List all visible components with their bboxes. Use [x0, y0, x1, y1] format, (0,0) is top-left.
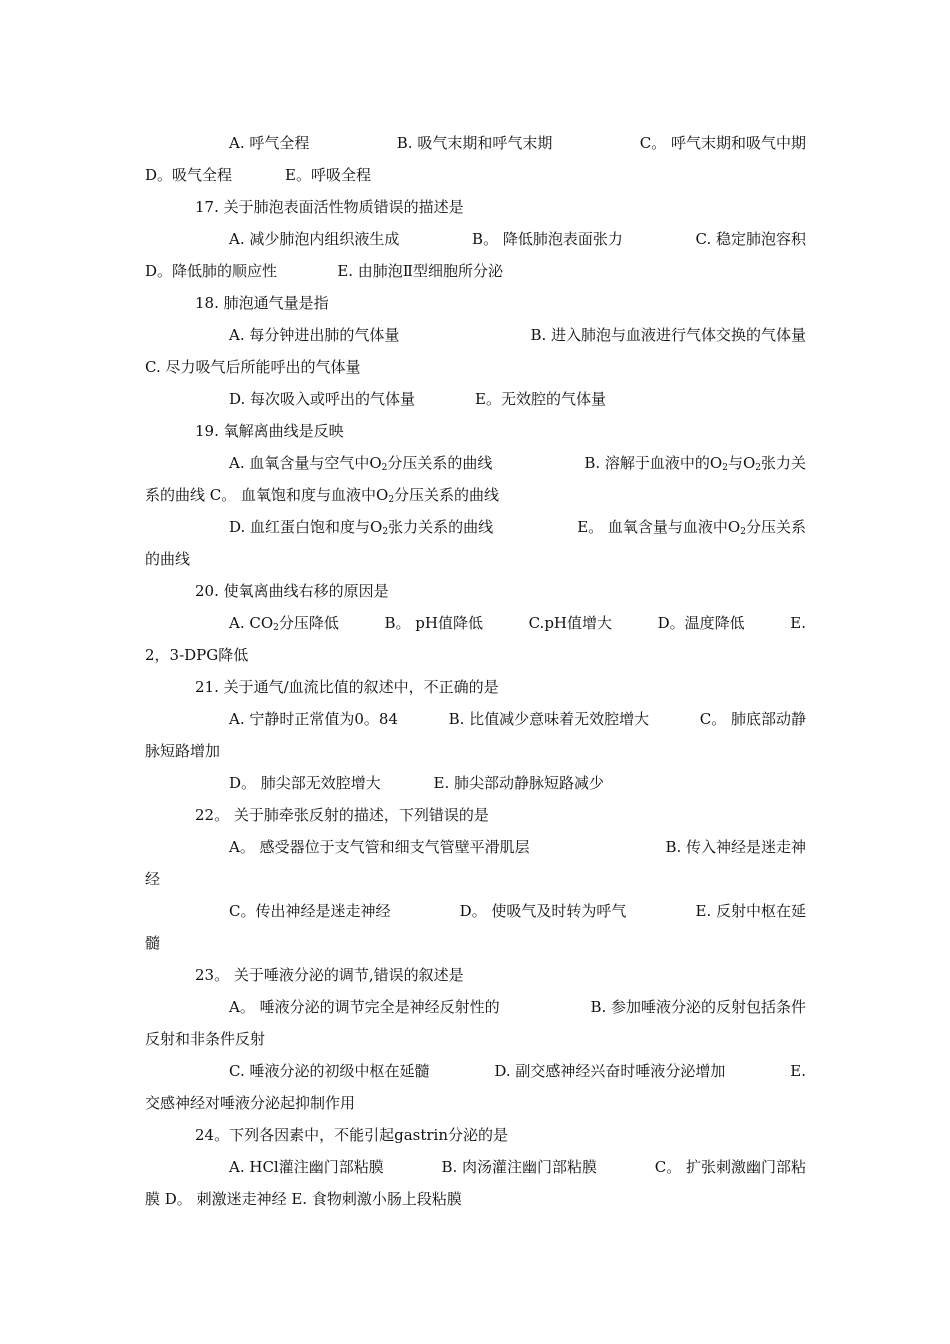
text-segment: 的曲线	[145, 550, 191, 568]
text-segment: 22。 关于肺牵张反射的描述，下列错误的是	[195, 806, 489, 824]
text-line	[145, 1093, 355, 1113]
text-line	[145, 549, 190, 569]
text-segment: B。 降低肺泡表面张力	[472, 230, 623, 248]
text-segment: A. 减少肺泡内组织液生成	[229, 230, 400, 248]
text-segment: C。 扩张刺激幽门部粘	[654, 1158, 806, 1176]
text-segment: B. 吸气末期和呼气末期	[396, 134, 553, 152]
text-segment: A。 唾液分泌的调节完全是神经反射性的	[229, 998, 500, 1016]
text-segment: A. 宁静时正常值为0。84	[229, 710, 398, 728]
text-line	[145, 869, 160, 889]
text-segment: A。 感受器位于支气管和细支气管壁平滑肌层	[229, 838, 530, 856]
text-segment: A. HCl灌注幽门部粘膜	[229, 1158, 384, 1176]
text-segment: E. 反射中枢在延	[695, 902, 806, 920]
text-segment: E. 肺尖部动静脉短路减少	[433, 774, 604, 792]
text-line	[195, 805, 489, 825]
text-segment: B. 传入神经是迷走神	[665, 838, 806, 856]
text-segment: B. 肉汤灌注幽门部粘膜	[441, 1158, 598, 1176]
text-segment: A. $CO_2$分压降低	[229, 614, 339, 633]
text-segment: A. 呼气全程	[229, 134, 310, 152]
text-segment: 髓	[145, 934, 161, 952]
text-segment: 膜 D。 刺激迷走神经 E. 食物刺激小肠上段粘膜	[145, 1190, 462, 1208]
text-line	[195, 965, 464, 985]
text-segment: 2，3-DPG降低	[145, 646, 249, 664]
text-line	[195, 677, 499, 697]
text-line	[229, 229, 806, 249]
text-segment: B. 进入肺泡与血液进行气体交换的气体量	[530, 326, 806, 344]
text-line	[229, 517, 806, 537]
text-segment: E. 由肺泡Ⅱ型细胞所分泌	[337, 262, 503, 280]
text-line	[145, 645, 248, 665]
text-segment: D. 血红蛋白饱和度与$O_2$张力关系的曲线	[229, 518, 494, 537]
text-segment: B。 pH值降低	[384, 614, 483, 632]
text-line	[229, 997, 806, 1017]
text-segment: D。吸气全程	[145, 166, 233, 184]
text-line	[229, 837, 806, 857]
text-segment: C.pH值增大	[528, 614, 613, 632]
text-segment: D。 使吸气及时转为呼气	[459, 902, 627, 920]
text-line	[195, 1125, 508, 1145]
text-segment: C. 唾液分泌的初级中枢在延髓	[229, 1062, 430, 1080]
text-line	[229, 709, 806, 729]
text-line	[145, 357, 360, 377]
text-line	[229, 453, 806, 473]
text-line	[229, 389, 606, 409]
text-segment: 23。 关于唾液分泌的调节,错误的叙述是	[195, 966, 464, 984]
text-segment: 17. 关于肺泡表面活性物质错误的描述是	[195, 198, 464, 216]
text-segment: 19. 氧解离曲线是反映	[195, 422, 344, 440]
text-segment: 反射和非条件反射	[145, 1030, 266, 1048]
text-segment: 交感神经对唾液分泌起抑制作用	[145, 1094, 356, 1112]
text-segment: D。 肺尖部无效腔增大	[229, 774, 381, 792]
text-segment: E。无效腔的气体量	[475, 390, 606, 408]
text-segment: C。传出神经是迷走神经	[229, 902, 391, 920]
text-line	[195, 581, 389, 601]
text-line	[145, 1189, 462, 1209]
text-segment: C. 稳定肺泡容积	[695, 230, 806, 248]
text-line	[195, 197, 464, 217]
text-line	[145, 261, 503, 281]
text-segment: D。温度降低	[657, 614, 745, 632]
text-segment: 24。下列各因素中，不能引起gastrin分泌的是	[195, 1126, 508, 1144]
text-line	[229, 1157, 806, 1177]
text-line	[229, 613, 806, 633]
text-segment: B. 参加唾液分泌的反射包括条件	[590, 998, 806, 1016]
text-line	[229, 1061, 806, 1081]
text-segment: E。呼吸全程	[285, 166, 371, 184]
text-segment: 脉短路增加	[145, 742, 221, 760]
text-line	[145, 1029, 265, 1049]
text-segment: D. 每次吸入或呼出的气体量	[229, 390, 416, 408]
text-segment: D. 副交感神经兴奋时唾液分泌增加	[494, 1062, 726, 1080]
text-segment: 系的曲线 C。 血氧饱和度与血液中$O_2$分压关系的曲线	[145, 486, 500, 505]
text-segment: 经	[145, 870, 161, 888]
text-line	[229, 773, 604, 793]
text-line	[229, 133, 806, 153]
text-segment: B. 比值减少意味着无效腔增大	[448, 710, 650, 728]
text-line	[145, 165, 371, 185]
text-segment: A. 血氧含量与空气中$O_2$分压关系的曲线	[229, 454, 493, 473]
text-segment: E。 血氧含量与血液中$O_2$分压关系	[577, 518, 806, 537]
text-segment: 21. 关于通气/血流比值的叙述中，不正确的是	[195, 678, 499, 696]
text-line	[195, 421, 344, 441]
text-segment: C。 呼气末期和吸气中期	[639, 134, 806, 152]
text-segment: 20. 使氧离曲线右移的原因是	[195, 582, 389, 600]
text-segment: C。 肺底部动静	[699, 710, 806, 728]
text-segment: E.	[790, 1062, 806, 1080]
text-segment: A. 每分钟进出肺的气体量	[229, 326, 400, 344]
text-segment: 18. 肺泡通气量是指	[195, 294, 329, 312]
text-line	[145, 741, 220, 761]
text-segment: D。降低肺的顺应性	[145, 262, 278, 280]
text-segment: B. 溶解于血液中的$O_2$与$O_2$张力关	[584, 454, 806, 473]
text-line	[229, 901, 806, 921]
text-line	[145, 933, 160, 953]
text-line	[229, 325, 806, 345]
text-segment: E.	[790, 614, 806, 632]
text-line	[145, 485, 499, 505]
text-line	[195, 293, 329, 313]
text-segment: C. 尽力吸气后所能呼出的气体量	[145, 358, 361, 376]
